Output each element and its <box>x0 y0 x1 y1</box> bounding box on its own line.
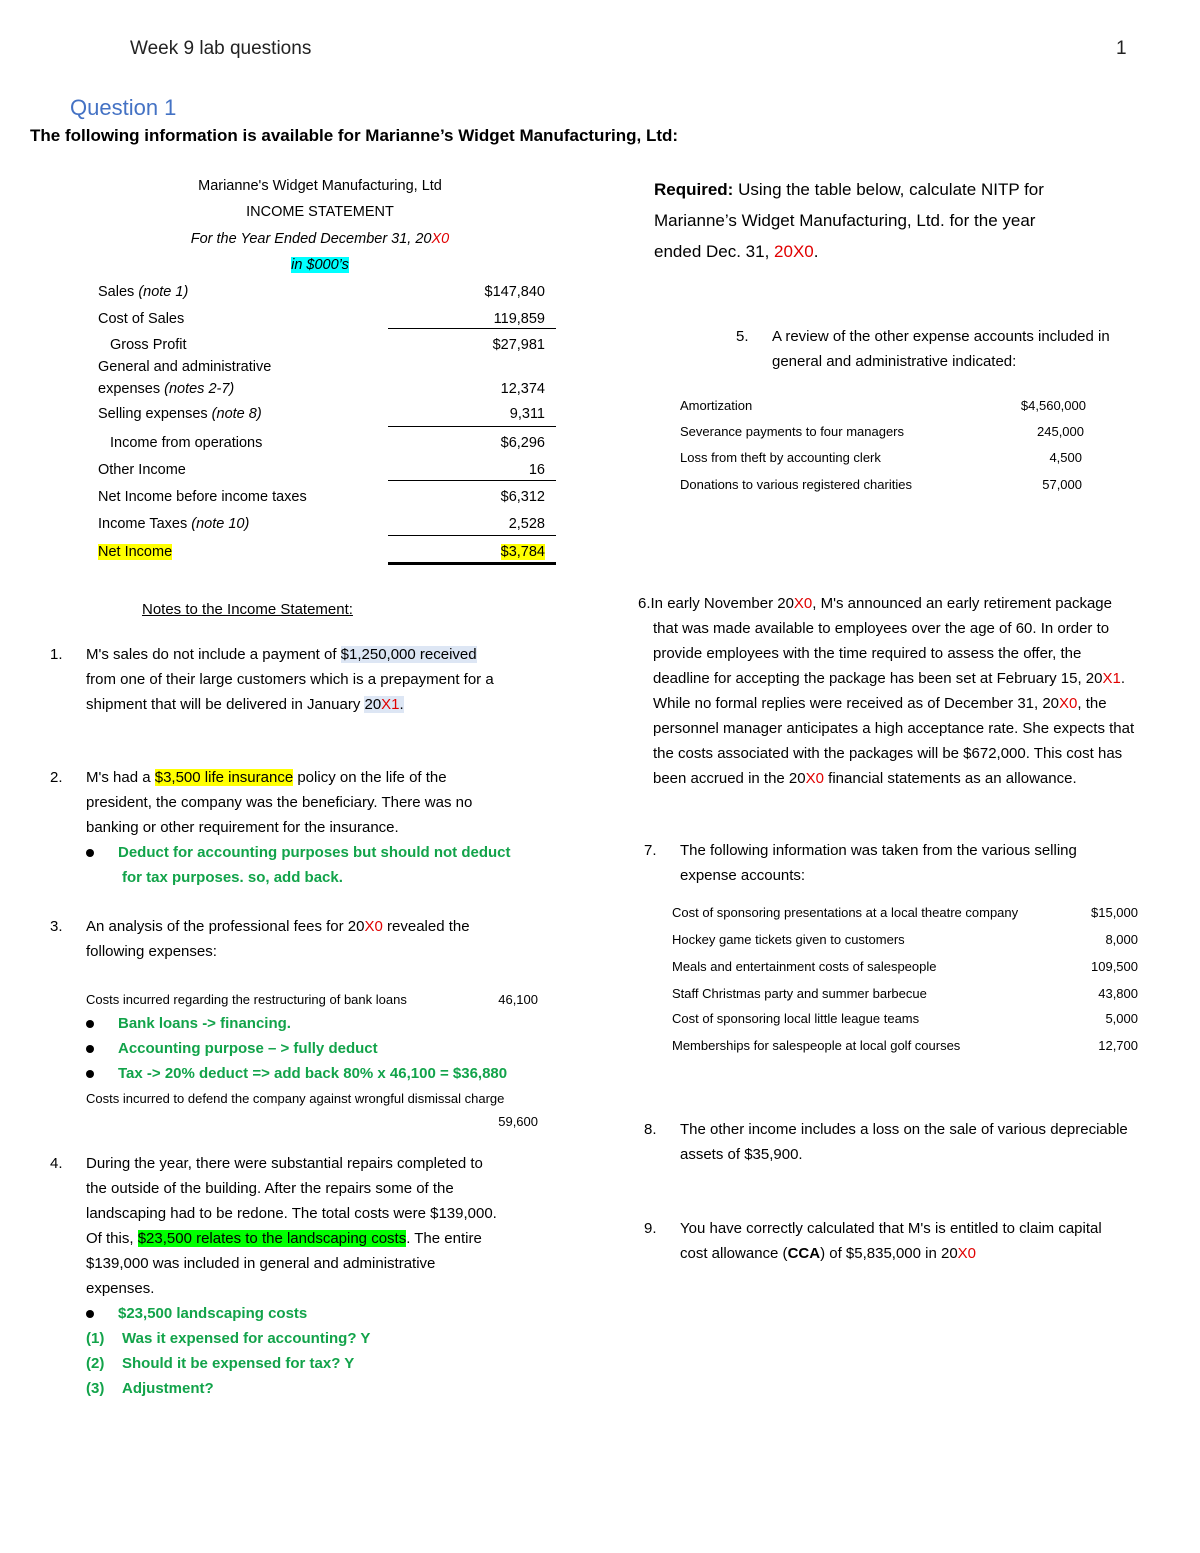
row-income-taxes-value: 2,528 <box>508 516 545 532</box>
rule-line <box>388 328 556 329</box>
row-ga-label-line2: expenses (notes 2-7) <box>98 381 235 397</box>
note-7-item-label: Staff Christmas party and summer barbecue <box>672 986 927 1001</box>
note-7-item-label: Memberships for salespeople at local golf courses <box>672 1038 961 1053</box>
row-cost-of-sales-value: 119,859 <box>493 311 545 327</box>
bullet-icon <box>86 1045 94 1053</box>
row-cost-of-sales-label: Cost of Sales <box>98 311 185 327</box>
note-2: 2. M's had a $3,500 life insurance policy on the life of the president, the company was the beneficiary. There was no banking or other requirement for the insurance. Deduct for accounting purposes but should not deduct for tax purposes. so, add back. <box>50 769 511 886</box>
note-7-item-value: $15,000 <box>1091 905 1138 920</box>
note-4: 4. During the year, there were substantial repairs completed to the outside of the building. After the repairs some of the landscaping had to be redone. The total costs were $139,000. Of this, $23,500 relates to the landscaping costs. The entire $139,000 was included in general and administrative expenses. $23,500 landscaping costs (1) Was it expensed for accounting? Y (2) Should it be expensed for tax? Y (3) Adjustment? <box>50 1155 497 1397</box>
row-sales-value: $147,840 <box>484 284 545 300</box>
note-3-bullets: Bank loans -> financing. Accounting purpose – > fully deduct Tax -> 20% deduct => add back 80% x 46,100 = $36,880 <box>86 1011 507 1086</box>
note-3-item-1-label: Costs incurred regarding the restructuring of bank loans <box>86 992 407 1007</box>
notes-heading: Notes to the Income Statement: <box>142 601 353 618</box>
note-7-item-value: 8,000 <box>1105 932 1138 947</box>
question-intro: The following information is available for Marianne’s Widget Manufacturing, Ltd: <box>30 126 679 145</box>
note-7-item-value: 43,800 <box>1098 986 1138 1001</box>
rule-line <box>388 535 556 536</box>
rule-line <box>388 426 556 427</box>
required-block: Required: Using the table below, calculate NITP for Marianne’s Widget Manufacturing, Ltd. for the year ended Dec. 31, 20X0. <box>654 180 1044 261</box>
note-7: 7. The following information was taken from the various selling expense accounts: <box>644 842 1077 884</box>
double-rule-line <box>388 562 556 565</box>
note-3-item-2-label: Costs incurred to defend the company against wrongful dismissal charge <box>86 1091 505 1106</box>
row-gross-profit-value: $27,981 <box>492 337 545 353</box>
question-title: Question 1 <box>70 95 177 120</box>
statement-company: Marianne's Widget Manufacturing, Ltd <box>198 178 442 194</box>
note-3-item-2-value: 59,600 <box>498 1114 538 1129</box>
note-7-item-value: 109,500 <box>1091 959 1138 974</box>
note-7-item-label: Meals and entertainment costs of salespeople <box>672 959 937 974</box>
note-5-item-label: Loss from theft by accounting clerk <box>680 450 881 465</box>
note-7-item-value: 5,000 <box>1105 1011 1138 1026</box>
note-8: 8. The other income includes a loss on the sale of various depreciable assets of $35,900. <box>644 1121 1128 1163</box>
row-net-income-label: Net Income <box>98 544 173 560</box>
note-7-item-value: 12,700 <box>1098 1038 1138 1053</box>
row-selling-value: 9,311 <box>509 406 545 422</box>
note-3-item-1-value: 46,100 <box>498 992 538 1007</box>
note-5-item-label: Severance payments to four managers <box>680 424 905 439</box>
note-5-item-value: 4,500 <box>1049 450 1082 465</box>
row-ga-label-line1: General and administrative <box>98 359 272 375</box>
row-income-ops-value: $6,296 <box>500 435 545 451</box>
note-6: 6.In early November 20X0, M's announced an early retirement package that was made available to employees over the age of 60. In order to provide employees with the time required to assess the offer, the deadline for accepting the package has been set at February 15, 20X1. While no formal replies were received as of December 31, 20X0, the personnel manager anticipates a high acceptance rate. She expects that the costs associated with the packages will be $672,000. This cost has been accrued in the 20X0 financial statements as an allowance. <box>638 595 1135 787</box>
note-7-item-label: Hockey game tickets given to customers <box>672 932 905 947</box>
row-income-ops-label: Income from operations <box>110 435 263 451</box>
statement-name: INCOME STATEMENT <box>246 204 394 220</box>
page-header-title: Week 9 lab questions <box>130 38 312 59</box>
row-sales-label: Sales (note 1) <box>98 284 189 300</box>
note-7-item-label: Cost of sponsoring presentations at a local theatre company <box>672 905 1019 920</box>
row-gross-profit-label: Gross Profit <box>110 337 187 353</box>
row-nibt-label: Net Income before income taxes <box>98 489 307 505</box>
note-3: 3. An analysis of the professional fees for 20X0 revealed the following expenses: <box>50 918 470 960</box>
page-number: 1 <box>1116 38 1127 59</box>
bullet-icon <box>86 1020 94 1028</box>
row-income-taxes-label: Income Taxes (note 10) <box>98 516 250 532</box>
bullet-icon <box>86 1310 94 1318</box>
statement-period: For the Year Ended December 31, 20X0 <box>190 231 450 247</box>
bullet-icon <box>86 849 94 857</box>
note-5-item-label: Amortization <box>680 398 753 413</box>
note-5-item-label: Donations to various registered charities <box>680 477 912 492</box>
note-5-item-value: 57,000 <box>1042 477 1082 492</box>
row-other-income-value: 16 <box>528 462 545 478</box>
row-ga-value: 12,374 <box>500 381 545 397</box>
row-other-income-label: Other Income <box>98 462 186 478</box>
row-nibt-value: $6,312 <box>500 489 545 505</box>
rule-line <box>388 480 556 481</box>
note-5-item-value: $4,560,000 <box>1020 398 1086 413</box>
note-7-item-label: Cost of sponsoring local little league teams <box>672 1011 920 1026</box>
note-5: 5. A review of the other expense accounts included in general and administrative indicated: <box>736 328 1110 370</box>
note-1: 1. M's sales do not include a payment of $1,250,000 received from one of their large customers which is a prepayment for a shipment that will be delivered in January 20X1. <box>50 646 494 713</box>
bullet-icon <box>86 1070 94 1078</box>
row-net-income-value: $3,784 <box>500 544 545 560</box>
note-9: 9. You have correctly calculated that M's is entitled to claim capital cost allowance (CCA) of $5,835,000 in 20X0 <box>644 1220 1102 1262</box>
statement-units: in $000’s <box>291 257 349 273</box>
note-5-item-value: 245,000 <box>1037 424 1084 439</box>
row-selling-label: Selling expenses (note 8) <box>98 406 262 422</box>
